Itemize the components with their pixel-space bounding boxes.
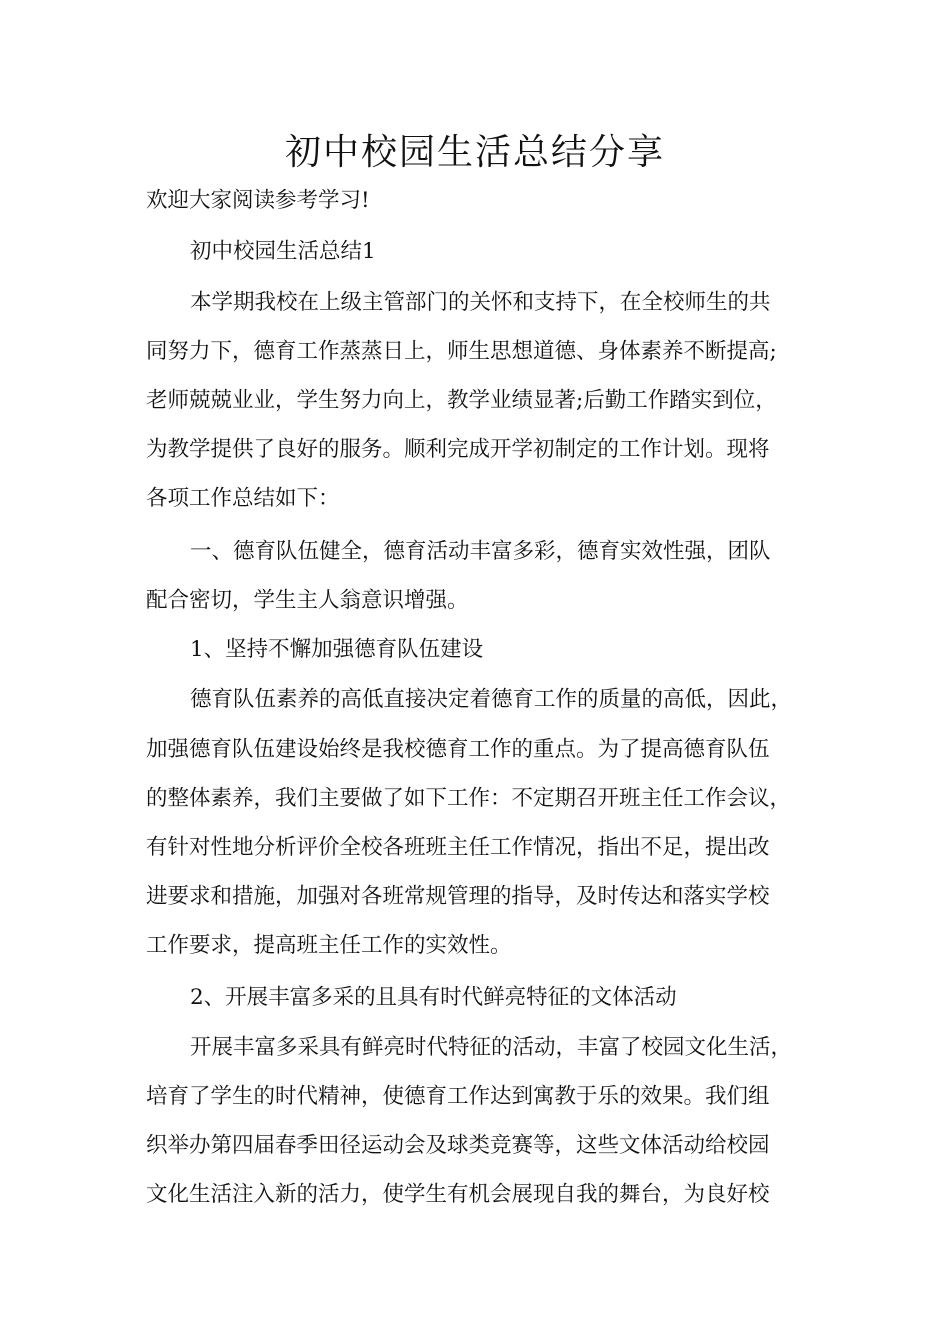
intro-line: 欢迎大家阅读参考学习!: [146, 188, 370, 213]
paragraph-line: 有针对性地分析评价全校各班班主任工作情况，指出不足，提出改: [146, 835, 770, 860]
paragraph-line: 为教学提供了良好的服务。顺利完成开学初制定的工作计划。现将: [146, 437, 770, 462]
paragraph-line: 开展丰富多采具有鲜亮时代特征的活动，丰富了校园文化生活，: [190, 1035, 793, 1060]
paragraph-line: 配合密切，学生主人翁意识增强。: [146, 588, 469, 613]
paragraph-line: 进要求和措施，加强对各班常规管理的指导，及时传达和落实学校: [146, 884, 770, 909]
paragraph-line: 本学期我校在上级主管部门的关怀和支持下，在全校师生的共: [190, 290, 771, 315]
paragraph-line: 一、德育队伍健全，德育活动丰富多彩，德育实效性强，团队: [190, 539, 771, 564]
paragraph-line: 工作要求，提高班主任工作的实效性。: [146, 933, 512, 958]
paragraph-line: 德育队伍素养的高低直接决定着德育工作的质量的高低，因此，: [190, 687, 793, 712]
paragraph-line: 文化生活注入新的活力，使学生有机会展现自我的舞台，为良好校: [146, 1182, 770, 1207]
paragraph-line: 织举办第四届春季田径运动会及球类竞赛等，这些文体活动给校园: [146, 1133, 770, 1158]
item-heading: 1、坚持不懈加强德育队伍建设: [190, 637, 484, 662]
paragraph-line: 的整体素养，我们主要做了如下工作：不定期召开班主任工作会议，: [146, 786, 792, 811]
paragraph-line: 加强德育队伍建设始终是我校德育工作的重点。为了提高德育队伍: [146, 737, 770, 762]
paragraph-line: 老师兢兢业业，学生努力向上，教学业绩显著;后勤工作踏实到位，: [146, 388, 777, 413]
section-heading: 初中校园生活总结1: [190, 239, 376, 264]
paragraph-line: 各项工作总结如下：: [146, 486, 340, 511]
item-heading: 2、开展丰富多采的且具有时代鲜亮特征的文体活动: [190, 985, 677, 1010]
paragraph-line: 培育了学生的时代精神，使德育工作达到寓教于乐的效果。我们组: [146, 1084, 770, 1109]
paragraph-line: 同努力下，德育工作蒸蒸日上，师生思想道德、身体素养不断提高;: [146, 339, 777, 364]
document-title: 初中校园生活总结分享: [284, 132, 665, 173]
